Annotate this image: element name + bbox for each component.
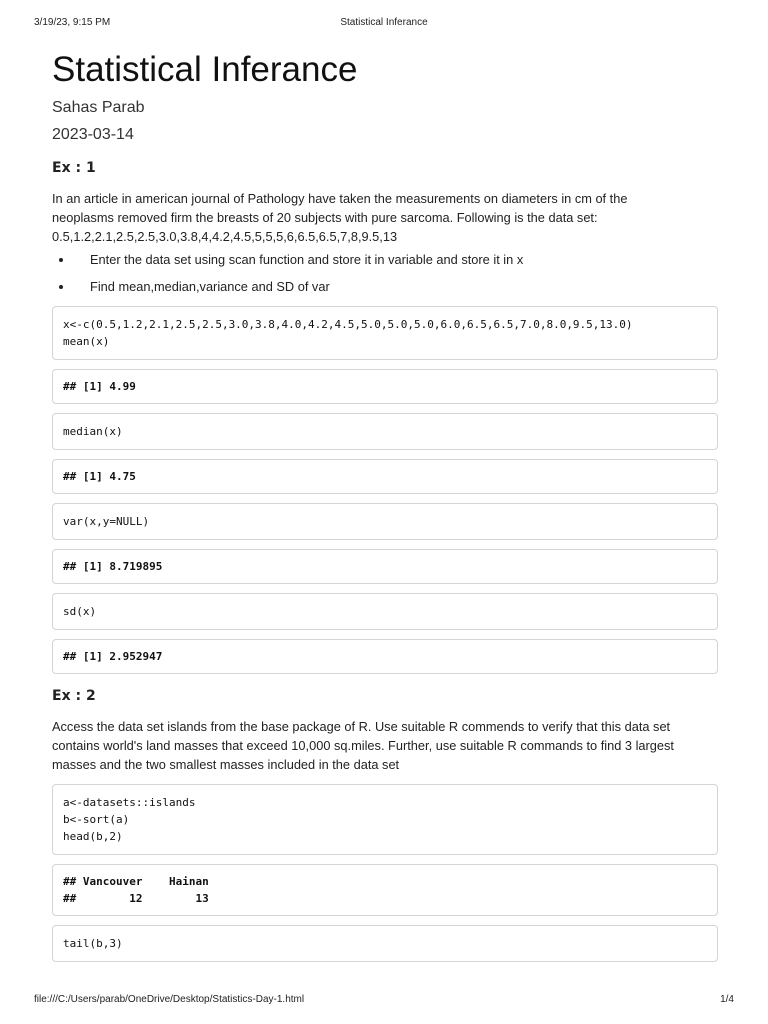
print-datetime: 3/19/23, 9:15 PM (34, 17, 111, 28)
code-block (52, 306, 718, 360)
output-block (52, 459, 718, 494)
code-line: sd(x) (63, 605, 97, 618)
output-block (52, 639, 718, 674)
output-block (52, 864, 718, 916)
doc-date: 2023-03-14 (52, 126, 134, 143)
print-page-number: 1/4 (720, 994, 734, 1005)
ex2-para-line: Access the data set islands from the base package of R. Use suitable R commends to verify that this data set (52, 719, 671, 734)
ex1-heading: Ex : 1 (52, 160, 96, 176)
code-line: median(x) (63, 425, 123, 438)
code-line: a<-datasets::islands (63, 796, 196, 809)
code-line: mean(x) (63, 335, 110, 348)
print-header-title: Statistical Inferance (340, 17, 428, 28)
document-body (52, 48, 718, 962)
output-line: ## [1] 4.75 (63, 470, 136, 483)
output-line: ## [1] 4.99 (63, 380, 136, 393)
ex2-para-line: masses and the two smallest masses included in the data set (52, 757, 400, 772)
ex1-para-line: In an article in american journal of Pathology have taken the measurements on diameters in cm of the (52, 191, 628, 206)
code-block (52, 503, 718, 540)
code-line: var(x,y=NULL) (63, 515, 150, 528)
ex1-task-list (52, 250, 718, 296)
code-line: b<-sort(a) (63, 813, 130, 826)
output-block (52, 549, 718, 584)
code-line: tail(b,3) (63, 937, 123, 950)
output-line: ## [1] 2.952947 (63, 650, 163, 663)
ex1-para-line: 0.5,1.2,2.1,2.5,2.5,3.0,3.8,4,4.2,4.5,5,5,5,6,6.5,6.5,7,8,9.5,13 (52, 229, 398, 244)
output-line: ## 12 13 (63, 892, 209, 905)
ex2-paragraph (52, 717, 718, 774)
code-line: x<-c(0.5,1.2,2.1,2.5,2.5,3.0,3.8,4.0,4.2,4.5,5.0,5.0,5.0,6.0,6.5,6.5,7.0,8.0,9.5,13.0) (63, 318, 633, 331)
code-block (52, 784, 718, 855)
ex1-para-line: neoplasms removed firm the breasts of 20 subjects with pure sarcoma. Following is the data set: (52, 210, 598, 225)
output-block (52, 369, 718, 404)
list-item: • Enter the data set using scan function and store it in variable and store it in x (74, 250, 718, 269)
doc-author: Sahas Parab (52, 99, 145, 116)
code-block (52, 593, 718, 630)
doc-title: Statistical Inferance (52, 50, 358, 89)
ex1-paragraph (52, 189, 718, 246)
code-block (52, 413, 718, 450)
list-item: • Find mean,median,variance and SD of var (74, 277, 718, 296)
code-line: head(b,2) (63, 830, 123, 843)
ex2-para-line: contains world's land masses that exceed 10,000 sq.miles. Further, use suitable R commands to find 3 largest (52, 738, 674, 753)
output-line: ## Vancouver Hainan (63, 875, 209, 888)
print-footer-path: file:///C:/Users/parab/OneDrive/Desktop/Statistics-Day-1.html (34, 994, 305, 1005)
code-block (52, 925, 718, 962)
ex2-heading: Ex : 2 (52, 688, 96, 704)
output-line: ## [1] 8.719895 (63, 560, 163, 573)
